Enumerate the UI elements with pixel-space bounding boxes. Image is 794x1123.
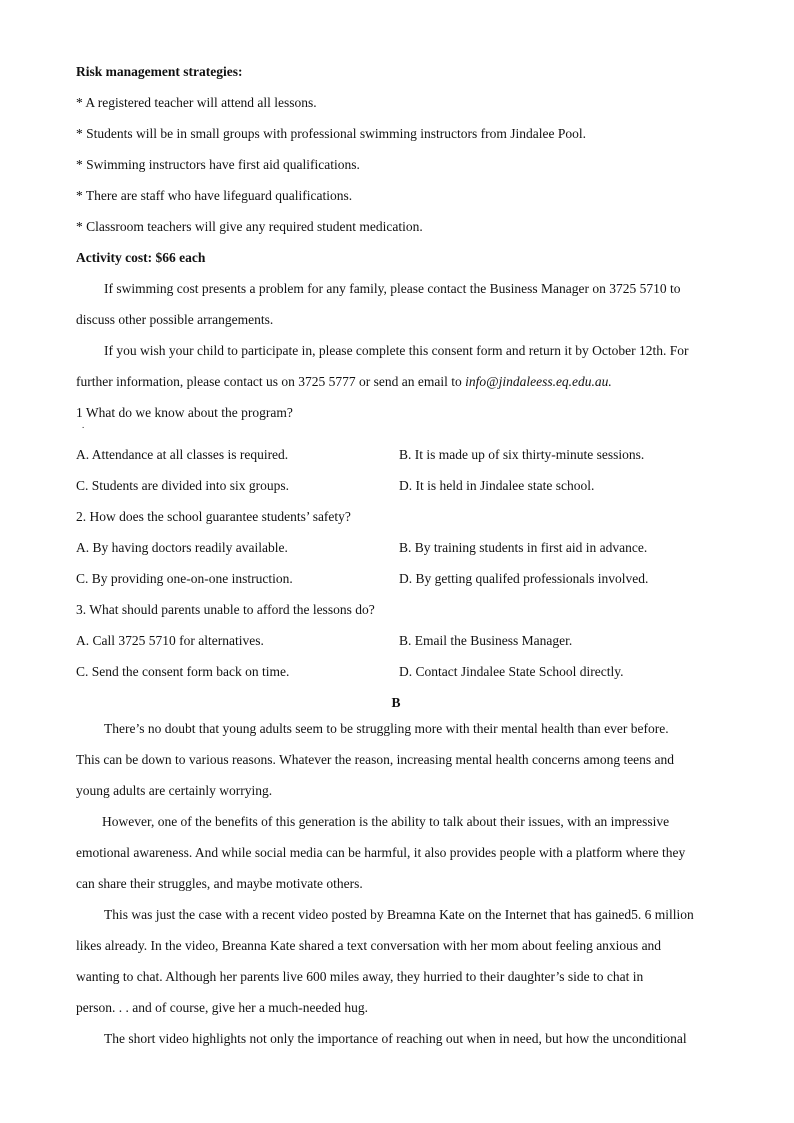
strategies-heading: Risk management strategies: (76, 64, 243, 79)
consent-paragraph-line (76, 372, 716, 403)
option-a: A. By having doctors readily available. (76, 540, 288, 555)
passage-line: emotional awareness. And while social media can be harmful, it also provides people with a platform where they (76, 845, 686, 860)
email-address: info@jindaleess.eq.edu.au. (465, 374, 612, 389)
question-stem: 2. How does the school guarantee students’ safety? (76, 509, 351, 524)
passage-line: This can be down to various reasons. Whatever the reason, increasing mental health concerns among teens and (76, 752, 675, 767)
option-row (76, 631, 716, 662)
passage-line: wanting to chat. Although her parents live 600 miles away, they hurried to their daughter’s side to chat in (76, 969, 644, 984)
option-d: D. By getting qualifed professionals involved. (399, 571, 649, 586)
option-b: B. By training students in first aid in advance. (399, 540, 648, 555)
option-a: A. Call 3725 5710 for alternatives. (76, 633, 264, 648)
option-a: A. Attendance at all classes is required. (76, 447, 289, 462)
option-d: D. It is held in Jindalee state school. (399, 478, 595, 493)
question-stem: 3. What should parents unable to afford the lessons do? (76, 602, 375, 617)
strategy-item: * Classroom teachers will give any required student medication. (76, 219, 423, 234)
option-b: B. Email the Business Manager. (399, 633, 573, 648)
passage-line: This was just the case with a recent video posted by Breamna Kate on the Internet that has gained5. 6 million (104, 907, 694, 922)
question-stem: 1 What do we know about the program? (76, 405, 293, 420)
passage-line: However, one of the benefits of this generation is the ability to talk about their issues, with an impressive (102, 814, 670, 829)
option-row (76, 445, 716, 476)
option-b: B. It is made up of six thirty-minute sessions. (399, 447, 645, 462)
strategy-item: * Swimming instructors have first aid qualifications. (76, 157, 360, 172)
option-row (76, 662, 716, 693)
strategy-item: * Students will be in small groups with professional swimming instructors from Jindalee Pool. (76, 126, 586, 141)
section-label: B (391, 695, 401, 710)
passage-line: The short video highlights not only the importance of reaching out when in need, but how the unconditional (104, 1031, 687, 1046)
option-c: C. Students are divided into six groups. (76, 478, 289, 493)
cost-paragraph-line: If swimming cost presents a problem for any family, please contact the Business Manager on 3725 5710 to (104, 281, 681, 296)
cost-heading: Activity cost: $66 each (76, 250, 206, 265)
option-row (76, 569, 716, 600)
strategy-item: * There are staff who have lifeguard qualifications. (76, 188, 353, 203)
document-page: Risk management strategies: * A registered teacher will attend all lessons. * Students will be in small groups with professional swimming instructors from Jindalee Pool. * Swimming instructors have first aid qualifications. * There are staff who have lifeguard qualifications. * Classroom teachers will give any required student medication. Activity cost: $66 each If swimming cost presents a problem for any family, please contact the Business Manager on 3725 5710 to discuss other possible arrangements. If you wish your child to participate in, please complete this consent form and return it by October 12th. For further information, please contact us on 3725 5777 or send an email to info@jindaleess.eq.edu.au. 1 What do we know about the program? . A. Attendance at all classes is required. B. It is made up of six thirty-minute sessions. C. Students are divided into six groups. D. It is held in Jindalee state school. 2. How does the school guarantee students’ safety? A. By having doctors readily available. B. By training students in first aid in advance. C. By providing one-on-one instruction. D. By getting qualifed professionals involved. 3. What should parents unable to afford the lessons do? A. Call 3725 5710 for alternatives. B. Email the Business Manager. C. Send the consent form back on time. D. Contact Jindalee State School directly. B There’s no doubt that young adults seem to be struggling more with their mental health than ever before. This can be down to various reasons. Whatever the reason, increasing mental health concerns among teens and young adults are certainly worrying. However, one of the benefits of this generation is the ability to talk about their issues, with an impressive emotional awareness. And while social media can be harmful, it also provides people with a platform where they can share their struggles, and maybe motivate others. This was just the case with a recent video posted by Breamna Kate on the Internet that has gained5. 6 million likes already. In the video, Breanna Kate shared a text conversation with her mom about feeling anxious and wanting to chat. Although her parents live 600 miles away, they hurried to their daughter’s side to chat in person. . . and of course, give her a much-needed hug. The short video highlights not only the importance of reaching out when in need, but how the unconditional (76, 62, 716, 1060)
option-c: C. Send the consent form back on time. (76, 664, 290, 679)
passage-line: likes already. In the video, Breanna Kate shared a text conversation with her mom about feeling anxious and (76, 938, 662, 953)
option-row (76, 476, 716, 507)
passage-line: There’s no doubt that young adults seem to be struggling more with their mental health than ever before. (104, 721, 669, 736)
strategy-item: * A registered teacher will attend all lessons. (76, 95, 317, 110)
passage-line: can share their struggles, and maybe motivate others. (76, 876, 363, 891)
cost-paragraph-line: discuss other possible arrangements. (76, 312, 274, 327)
consent-paragraph-line: If you wish your child to participate in, please complete this consent form and return it by October 12th. For (104, 343, 689, 358)
option-c: C. By providing one-on-one instruction. (76, 571, 293, 586)
option-row (76, 538, 716, 569)
option-d: D. Contact Jindalee State School directly. (399, 664, 624, 679)
passage-line: young adults are certainly worrying. (76, 783, 273, 798)
contact-text: further information, please contact us on 3725 5777 or send an email to (76, 374, 466, 389)
passage-line: person. . . and of course, give her a much-needed hug. (76, 1000, 369, 1015)
